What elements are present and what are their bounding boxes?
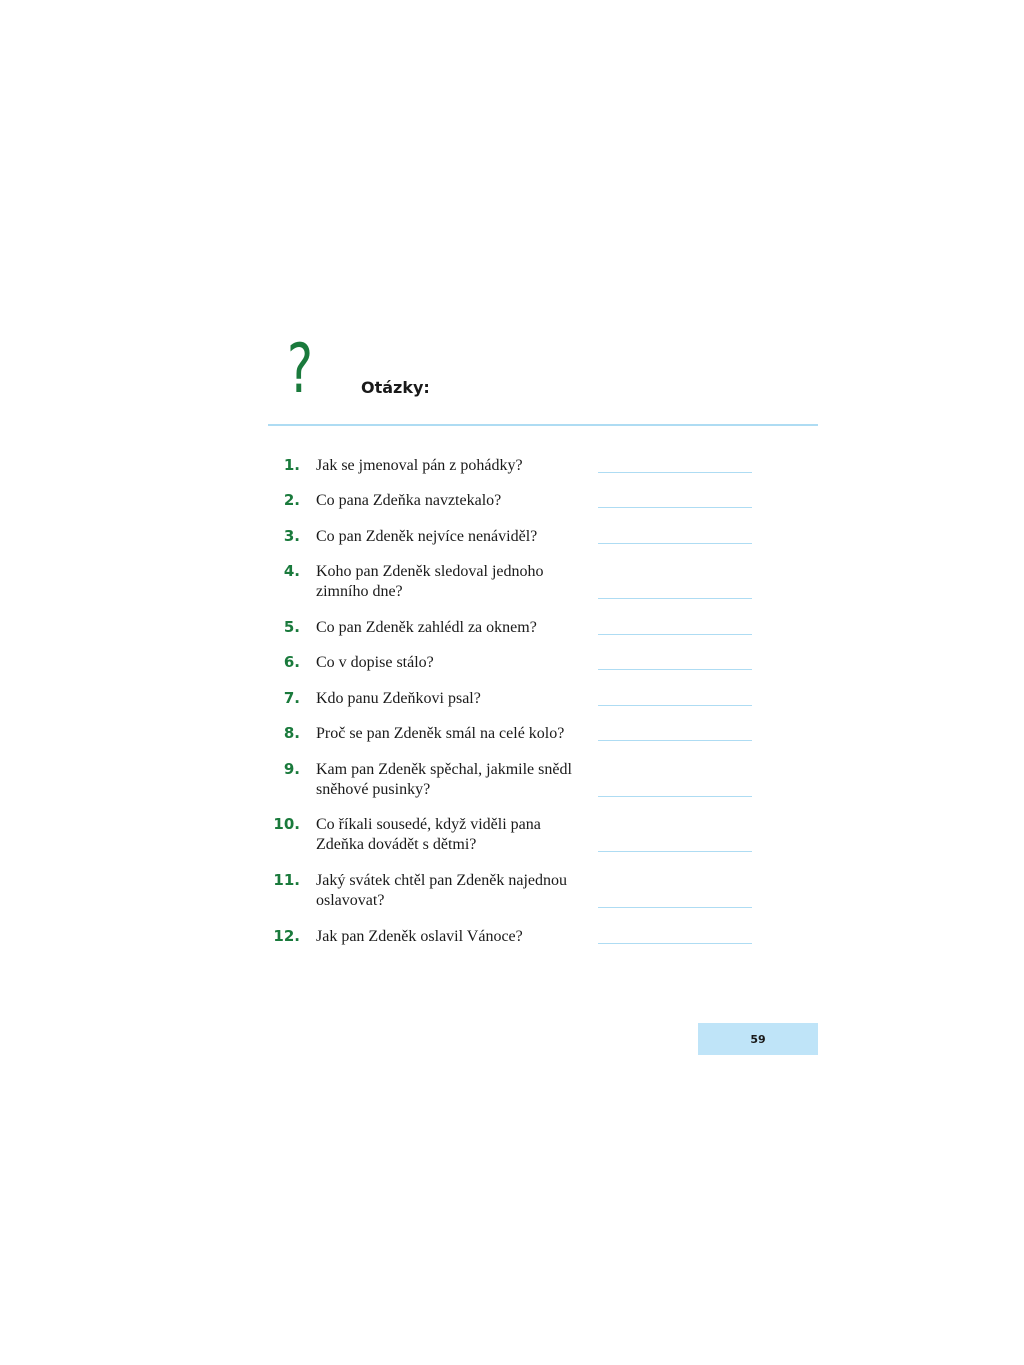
section-title: Otázky: <box>361 378 430 397</box>
question-number: 6. <box>283 653 300 671</box>
question-text: Co říkali sousedé, když viděli pana Zdeňka dovádět s dětmi? <box>316 816 541 853</box>
question-number: 12. <box>273 927 300 945</box>
question-number: 9. <box>283 760 300 778</box>
question-number: 3. <box>283 527 300 545</box>
page-number: 59 <box>750 1033 766 1046</box>
answer-line[interactable] <box>598 705 752 706</box>
question-number: 1. <box>283 456 300 474</box>
answer-line[interactable] <box>598 634 752 635</box>
answer-line[interactable] <box>598 598 752 599</box>
answer-line[interactable] <box>598 740 752 741</box>
answer-line[interactable] <box>598 907 752 908</box>
question-number: 4. <box>283 562 300 580</box>
answer-line[interactable] <box>598 543 752 544</box>
question-text: Jak pan Zdeněk oslavil Vánoce? <box>316 928 523 945</box>
question-text: Jaký svátek chtěl pan Zdeněk najednou oslavovat? <box>316 872 568 909</box>
question-text: Kdo panu Zdeňkovi psal? <box>316 690 481 707</box>
answer-line[interactable] <box>598 796 752 797</box>
page-number-badge <box>698 1023 818 1055</box>
question-number: 7. <box>283 689 300 707</box>
answer-line[interactable] <box>598 507 752 508</box>
question-mark-icon: ? <box>287 330 313 409</box>
question-text: Kam pan Zdeněk spěchal, jakmile snědl sněhové pusinky? <box>316 761 572 798</box>
answer-line[interactable] <box>598 472 752 473</box>
question-text: Co v dopise stálo? <box>316 654 434 671</box>
question-number: 10. <box>273 815 300 833</box>
answer-line[interactable] <box>598 669 752 670</box>
question-text: Co pana Zdeňka navztekalo? <box>316 492 502 509</box>
question-text: Co pan Zdeněk nejvíce nenáviděl? <box>316 528 538 545</box>
question-number: 11. <box>273 871 300 889</box>
section-divider <box>268 424 818 426</box>
answer-line[interactable] <box>598 943 752 944</box>
question-text: Co pan Zdeněk zahlédl za oknem? <box>316 619 537 636</box>
question-text: Koho pan Zdeněk sledoval jednoho zimního dne? <box>316 563 544 600</box>
question-number: 8. <box>283 724 300 742</box>
question-text: Jak se jmenoval pán z pohádky? <box>316 457 523 474</box>
answer-line[interactable] <box>598 851 752 852</box>
question-number: 2. <box>283 491 300 509</box>
question-number: 5. <box>283 618 300 636</box>
question-text: Proč se pan Zdeněk smál na celé kolo? <box>316 725 565 742</box>
